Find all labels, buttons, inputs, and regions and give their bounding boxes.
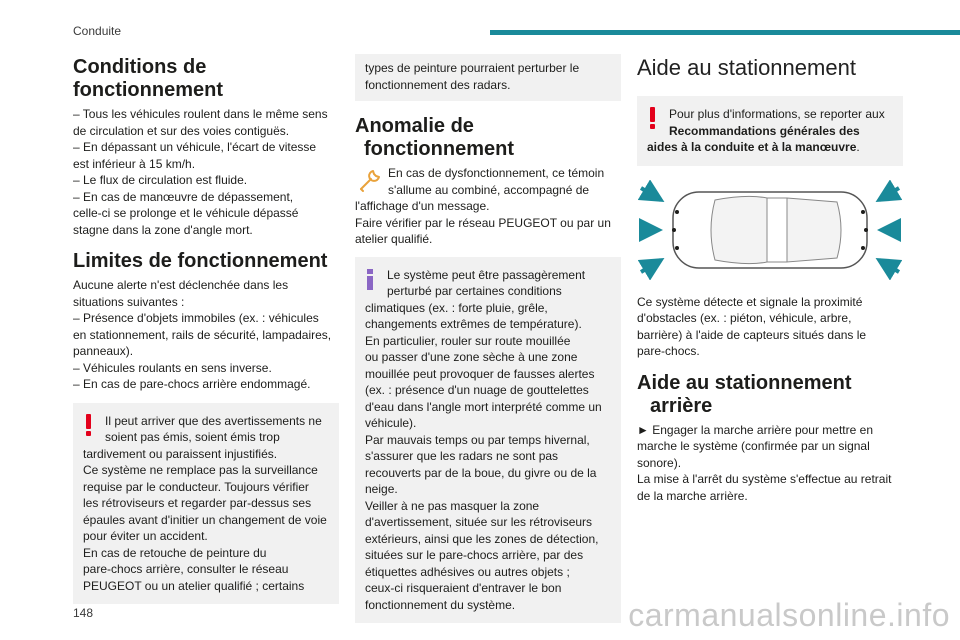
text-line: – Présence d'objets immobiles (ex. : véhicules — [73, 311, 319, 325]
text-line — [647, 139, 893, 156]
text-line: en stationnement, rails de sécurité, lampadaires, — [73, 327, 332, 342]
text-line: neige. — [365, 482, 398, 496]
text-line: – En cas de manœuvre de dépassement, — [73, 189, 294, 204]
heading-aide-stationnement: Aide au stationnement — [637, 55, 856, 80]
column-left — [73, 54, 339, 604]
warning-icon — [86, 414, 92, 436]
text-line: Il peut arriver que des avertissements ne — [105, 413, 322, 428]
text-line: épaules avant d'initier un changement de voie — [83, 512, 327, 527]
text-line: PEUGEOT ou un atelier qualifié ; certains — [83, 578, 305, 593]
heading-aide-arriere-line2: arrière — [650, 394, 713, 417]
text-line: changements extrêmes de température). — [365, 317, 582, 331]
wrench-warning-icon — [355, 165, 385, 195]
text-line: La mise à l'arrêt du système s'effectue au retrait — [637, 472, 892, 486]
text-line: Aucune alerte n'est déclenchée dans les — [73, 278, 289, 292]
parking-sensors-diagram — [637, 180, 903, 280]
text-punct: . — [856, 140, 860, 154]
heading-limites: Limites de fonctionnement — [73, 250, 328, 272]
warning-icon — [650, 107, 656, 129]
heading-aide-arriere-line1: Aide au stationnement — [637, 371, 852, 394]
column-right — [637, 54, 903, 504]
info-icon — [367, 269, 375, 290]
aide-description — [637, 294, 903, 360]
heading-conditions-line1: Conditions de — [73, 56, 207, 78]
anomalie-text — [355, 165, 621, 248]
text-line: En cas de dysfonctionnement, ce témoin — [388, 166, 605, 180]
text-line: situations suivantes : — [73, 294, 185, 309]
text-line: situées sur le pare-chocs arrière, par des — [365, 548, 584, 562]
text-line: s'allume au combiné, accompagné de — [388, 182, 590, 197]
heading-aide-arriere — [637, 372, 903, 418]
warning-box-continued — [355, 54, 621, 101]
text-line: pare-chocs. — [637, 344, 700, 358]
text-line: ou passer d'une zone sèche à une zone — [365, 350, 578, 364]
text-line: – Véhicules roulants en sens inverse. — [73, 360, 272, 375]
arriere-text — [637, 422, 903, 505]
text-line: mouillée peut provoquer de fausses alertes — [365, 366, 595, 381]
text-line: d'obstacles (ex. : piéton, véhicule, arbre, — [637, 311, 852, 325]
text-line: atelier qualifié. — [355, 232, 433, 246]
heading-conditions — [73, 56, 339, 102]
text-line: d'eau dans l'angle mort interprété comme un — [365, 399, 602, 414]
heading-anomalie-line2: fonctionnement — [364, 138, 514, 160]
limites-list — [73, 277, 339, 393]
heading-anomalie — [355, 115, 621, 161]
text-line: stagne dans la zone d'angle mort. — [73, 222, 253, 237]
text-line: (ex. : présence d'un nuage de gouttelettes — [365, 383, 589, 397]
text-line: Faire vérifier par le réseau PEUGEOT ou par un — [355, 215, 611, 230]
page-number: 148 — [73, 606, 94, 620]
text-line: – Tous les véhicules roulent dans le même sens — [73, 107, 328, 121]
text-line: soient pas émis, soient émis trop — [105, 430, 280, 444]
text-line: ► Engager la marche arrière pour mettre en — [637, 422, 873, 437]
text-bold: aides à la conduite et à la manœuvre — [647, 140, 857, 154]
text-line: ceux-ci risqueraient d'entraver le bon — [365, 581, 562, 595]
text-line: En particulier, rouler sur route mouillée — [365, 333, 571, 348]
text-line: Ce système ne remplace pas la surveillance — [83, 463, 318, 477]
text-line: Le système peut être passagèrement — [387, 267, 586, 282]
note-box — [637, 96, 903, 166]
text-line: d'avertissement, située sur les rétroviseurs — [365, 515, 593, 529]
text-line: les rétroviseurs et regarder par-dessus ses — [83, 496, 312, 510]
text-line: climatiques (ex. : forte pluie, grêle, — [365, 300, 548, 315]
text-line: est inférieur à 15 km/h. — [73, 156, 196, 171]
text-line: fonctionnement du système. — [365, 597, 516, 612]
text-line: véhicule). — [365, 416, 417, 430]
heading-conditions-line2: fonctionnement — [73, 79, 223, 101]
text-line: Ce système détecte et signale la proximité — [637, 294, 863, 309]
section-header: Conduite — [73, 24, 122, 38]
text-line-bold: Recommandations générales des — [669, 123, 860, 138]
text-line: recouverts par de la boue, du givre ou de la — [365, 465, 597, 480]
text-line: – En dépassant un véhicule, l'écart de vitesse — [73, 140, 317, 154]
text-line: – Le flux de circulation est fluide. — [73, 173, 248, 187]
text-line: panneaux). — [73, 344, 134, 358]
text-line: marche le système (confirmée par un signal — [637, 439, 870, 453]
column-middle — [355, 54, 621, 623]
watermark: carmanualsonline.info — [628, 597, 950, 633]
text-line: types de peinture pourraient perturber le — [365, 61, 580, 75]
heading-anomalie-line1: Anomalie de — [355, 115, 474, 137]
text-line: requise par le conducteur. Toujours vérifier — [83, 479, 309, 494]
conditions-list — [73, 106, 339, 238]
text-line: de la marche arrière. — [637, 488, 748, 503]
text-line: pour éviter un accident. — [83, 529, 208, 543]
text-line: fonctionnement des radars. — [365, 77, 511, 92]
warning-box — [73, 403, 339, 605]
info-box — [355, 257, 621, 624]
text-line: En cas de retouche de peinture du — [83, 545, 267, 560]
text-line: pare-chocs arrière, consulter le réseau — [83, 562, 289, 576]
text-line: s'assurer que les radars ne sont pas — [365, 449, 559, 463]
text-line: l'affichage d'un message. — [355, 199, 490, 213]
text-line: Par mauvais temps ou par temps hivernal, — [365, 432, 590, 447]
text-line: Pour plus d'informations, se reporter aux — [669, 107, 885, 121]
text-line: perturbé par certaines conditions — [387, 284, 562, 298]
text-line: extérieurs, ainsi que les zones de détection, — [365, 531, 599, 546]
header-accent-bar — [490, 30, 960, 35]
text-line: celle-ci se prolonge et le véhicule dépassé — [73, 206, 299, 220]
text-line: tardivement ou paraissent injustifiés. — [83, 446, 278, 461]
text-line: de circulation et sur des voies contiguës. — [73, 123, 290, 138]
text-line: sonore). — [637, 455, 682, 470]
text-line: Veiller à ne pas masquer la zone — [365, 498, 540, 513]
text-line: – En cas de pare-chocs arrière endommagé. — [73, 377, 311, 391]
text-line: barrière) à l'aide de capteurs situés dans le — [637, 327, 867, 342]
text-line: étiquettes adhésives ou autres objets ; — [365, 564, 570, 579]
